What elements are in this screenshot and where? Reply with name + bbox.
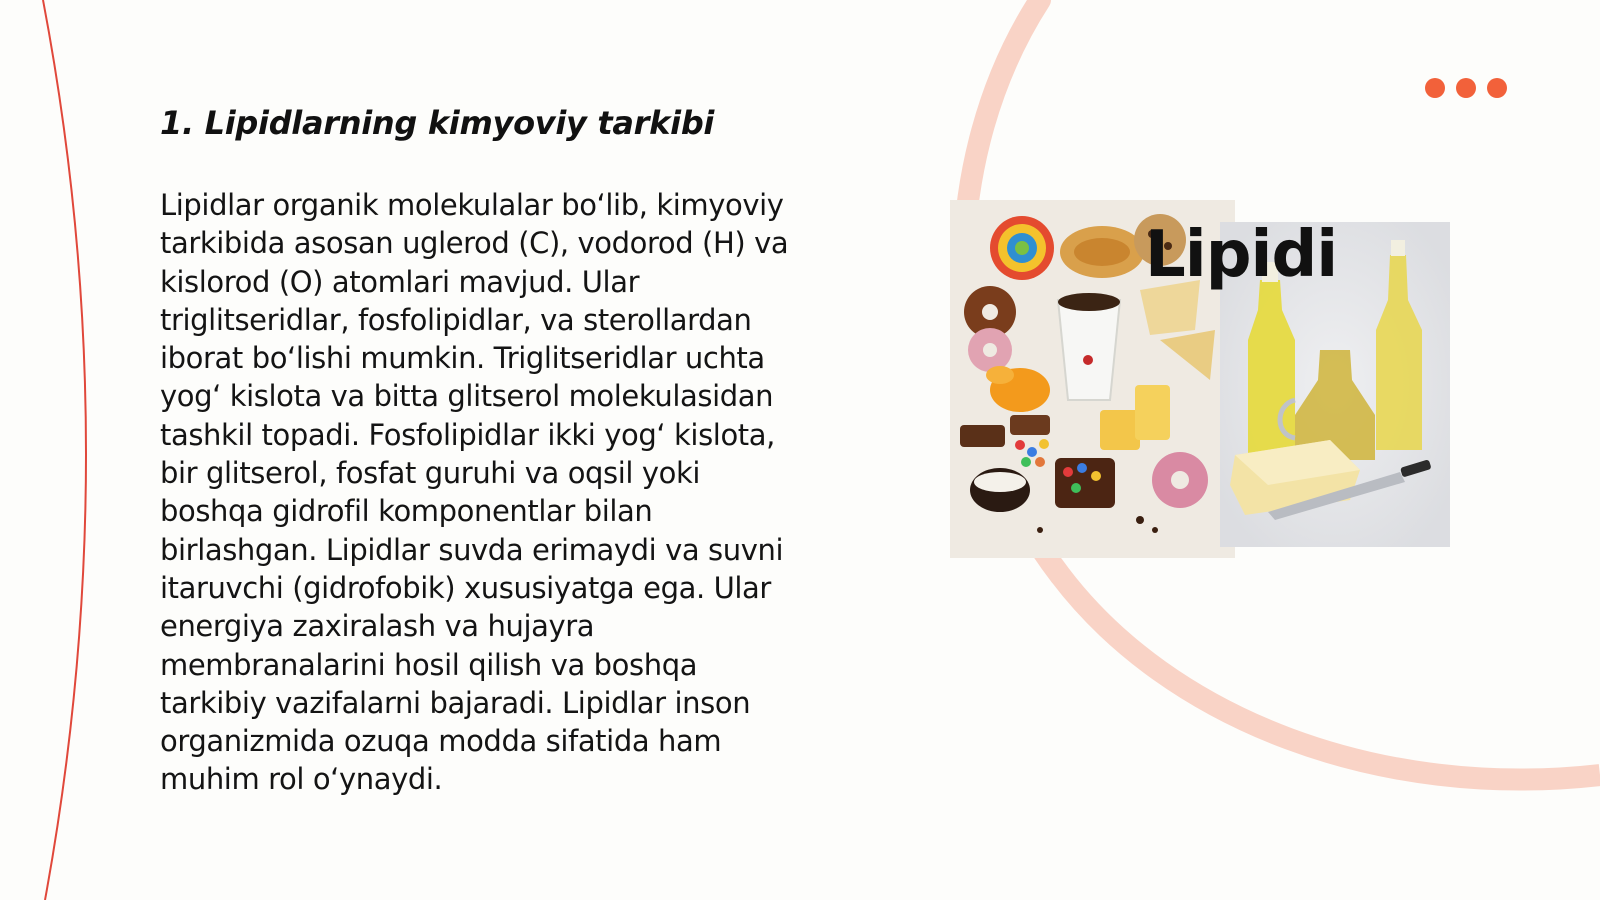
paragraph-line: membranalarini hosil qilish va boshqa <box>160 647 698 682</box>
paragraph-line: birlashgan. Lipidlar suvda erimaydi va suvni <box>160 532 784 567</box>
lipids-food-image <box>950 200 1450 558</box>
slide-paragraph <box>160 186 840 799</box>
paragraph-line: Lipidlar organik molekulalar bo‘lib, kimyoviy <box>160 188 784 222</box>
paragraph-line: muhim rol o‘ynaydi. <box>160 762 443 797</box>
paragraph-line: boshqa gidrofil komponentlar bilan <box>160 494 653 529</box>
background-arc-lower <box>1060 575 1600 780</box>
paragraph-line: iborat bo‘lishi mumkin. Triglitseridlar uchta <box>160 341 765 376</box>
paragraph-line: itaruvchi (gidrofobik) xususiyatga ega. Ular <box>160 570 771 605</box>
paragraph-line: kislorod (O) atomlari mavjud. Ular <box>160 264 640 299</box>
paragraph-line: tashkil topadi. Fosfolipidlar ikki yog‘ kislota, <box>160 417 775 452</box>
dot-icon <box>1487 78 1507 98</box>
paragraph-line: triglitseridlar, fosfolipidlar, va sterollardan <box>160 302 752 337</box>
image-label: Lipidi <box>1145 218 1338 292</box>
dot-icon <box>1425 78 1445 98</box>
paragraph-line: energiya zaxiralash va hujayra <box>160 609 595 644</box>
more-options-dots <box>1425 78 1507 98</box>
paragraph-line: yog‘ kislota va bitta glitserol molekulasidan <box>160 379 774 414</box>
paragraph-line: tarkibiy vazifalarni bajaradi. Lipidlar inson <box>160 685 751 720</box>
dot-icon <box>1456 78 1476 98</box>
paragraph-line: bir glitserol, fosfat guruhi va oqsil yoki <box>160 456 701 491</box>
paragraph-line: tarkibida asosan uglerod (C), vodorod (H) va <box>160 226 789 261</box>
left-edge-curve <box>43 0 86 900</box>
slide-title: 1. Lipidlarning kimyoviy tarkibi <box>160 104 715 142</box>
paragraph-line: organizmida ozuqa modda sifatida ham <box>160 724 722 759</box>
